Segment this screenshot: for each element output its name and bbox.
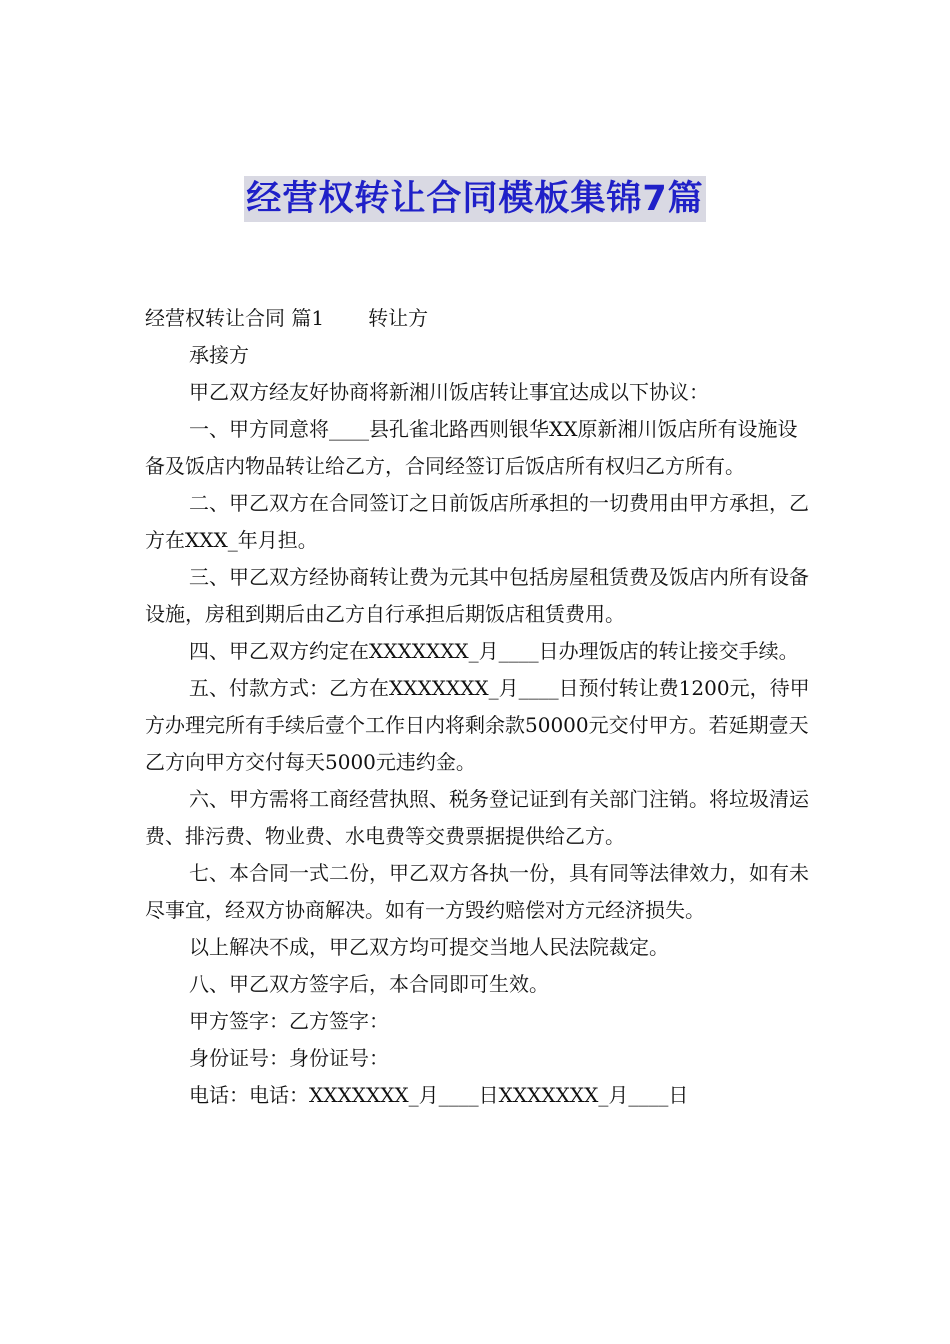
document-title bbox=[0, 176, 950, 222]
document-title-text: 经营权转让合同模板集锦7篇 bbox=[244, 176, 705, 222]
document-body bbox=[145, 300, 810, 1114]
paragraph-preamble: 甲乙双方经友好协商将新湘川饭店转让事宜达成以下协议： bbox=[189, 380, 709, 404]
paragraph-clause-1: 一、甲方同意将____县孔雀北路西则银华XX原新湘川饭店所有设施设备及饭店内物品转让给乙方，合同经签订后饭店所有权归乙方所有。 bbox=[145, 417, 798, 478]
paragraph-clause-2: 二、甲乙双方在合同签订之日前饭店所承担的一切费用由甲方承担，乙方在XXX_年月担。 bbox=[145, 491, 809, 552]
id-number-line: 身份证号：身份证号： bbox=[189, 1046, 389, 1070]
signature-line: 甲方签字：乙方签字： bbox=[189, 1009, 389, 1033]
paragraph-clause-7: 七、本合同一式二份，甲乙双方各执一份，具有同等法律效力，如有未尽事宜，经双方协商解决。如有一方毁约赔偿对方元经济损失。 bbox=[145, 861, 809, 922]
transferor-label: 转让方 bbox=[368, 306, 429, 330]
paragraph-dispute: 以上解决不成，甲乙双方均可提交当地人民法院裁定。 bbox=[189, 935, 669, 959]
paragraph-clause-5: 五、付款方式：乙方在XXXXXXX_月____日预付转让费1200元，待甲方办理完所有手续后壹个工作日内将剩余款50000元交付甲方。若延期壹天乙方向甲方交付每天5000元违约金。 bbox=[145, 676, 810, 774]
paragraph-assignee: 承接方 bbox=[189, 343, 249, 367]
paragraph-clause-3: 三、甲乙双方经协商转让费为元其中包括房屋租赁费及饭店内所有设备设施，房租到期后由乙方自行承担后期饭店租赁费用。 bbox=[145, 565, 809, 626]
paragraph-clause-6: 六、甲方需将工商经营执照、税务登记证到有关部门注销。将垃圾清运费、排污费、物业费、水电费等交费票据提供给乙方。 bbox=[145, 787, 809, 848]
phone-date-line: 电话：电话：XXXXXXX_月____日XXXXXXX_月____日 bbox=[189, 1083, 689, 1107]
contract-heading: 经营权转让合同 篇1 bbox=[145, 306, 325, 330]
contract-heading-line bbox=[145, 300, 810, 337]
paragraph-clause-4: 四、甲乙双方约定在XXXXXXX_月____日办理饭店的转让接交手续。 bbox=[189, 639, 799, 663]
paragraph-clause-8: 八、甲乙双方签字后，本合同即可生效。 bbox=[189, 972, 549, 996]
